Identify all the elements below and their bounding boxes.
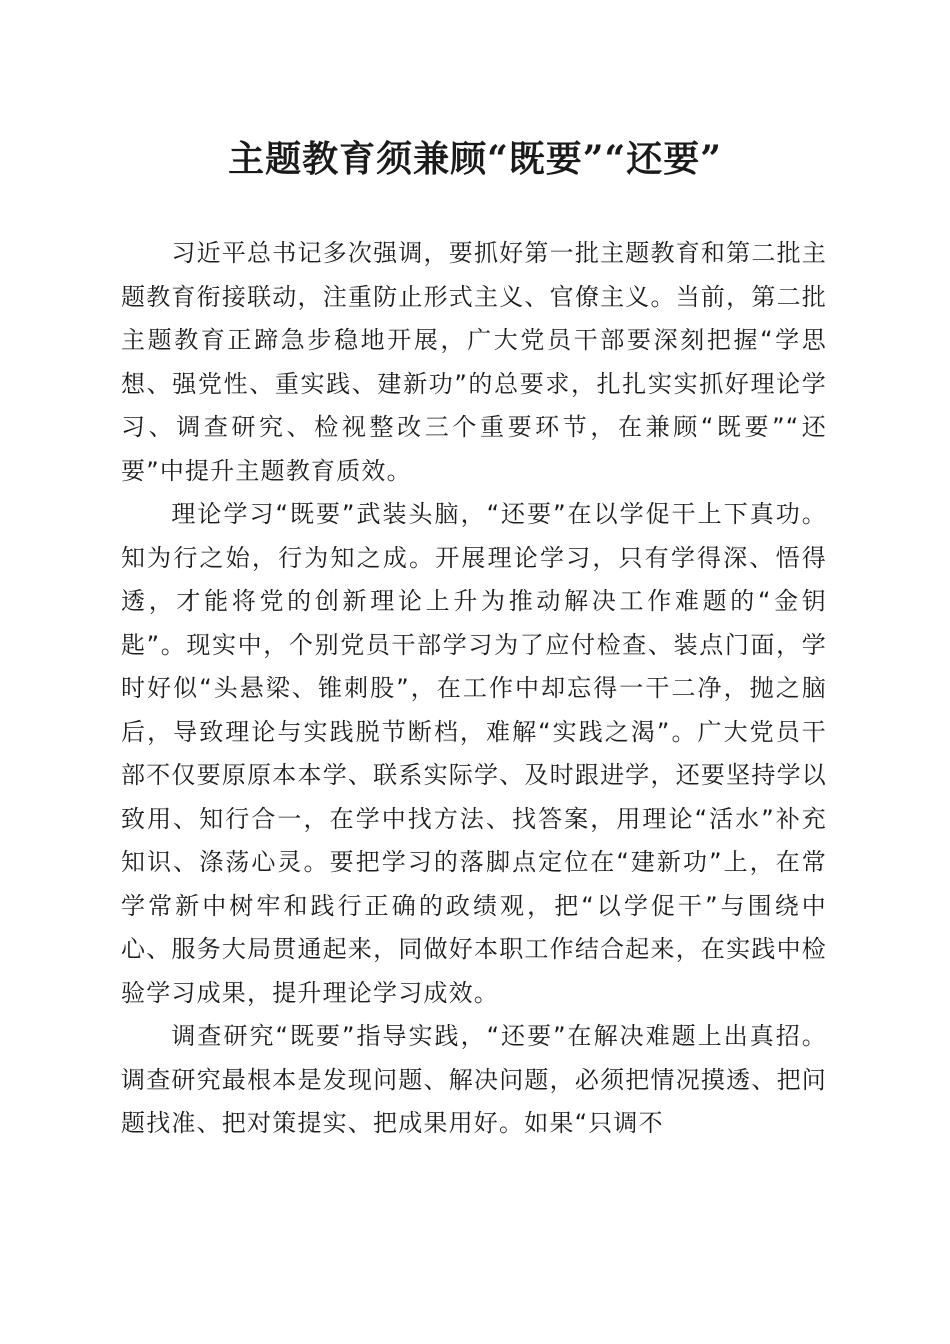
document-body [121,232,827,1146]
paragraph-theory-study: 理论学习“既要”武装头脑，“还要”在以学促干上下真功。知为行之始，行为知之成。开展理论学习，只有学得深、悟得透，才能将党的创新理论上升为推动解决工作难题的“金钥匙”。现实中，个别党员干部学习为了应付检查、装点门面，学时好似“头悬梁、锥刺股”，在工作中却忘得一干二净，抛之脑后，导致理论与实践脱节断档，难解“实践之渴”。广大党员干部不仅要原原本本学、联系实际学、及时跟进学，还要坚持学以致用、知行合一，在学中找方法、找答案，用理论“活水”补充知识、涤荡心灵。要把学习的落脚点定位在“建新功”上，在常学常新中树牢和践行正确的政绩观，把“以学促干”与围绕中心、服务大局贯通起来，同做好本职工作结合起来，在实践中检验学习成果，提升理论学习成效。 [121,500,827,1007]
document-title: 主题教育须兼顾“既要”“还要” [228,138,722,180]
paragraph-investigation: 调查研究“既要”指导实践，“还要”在解决难题上出真招。调查研究最根本是发现问题、解决问题，必须把情况摸透、把问题找准、把对策提实、把成果用好。如果“只调不 [121,1022,827,1137]
paragraph-intro: 习近平总书记多次强调，要抓好第一批主题教育和第二批主题教育衔接联动，注重防止形式主义、官僚主义。当前，第二批主题教育正蹄急步稳地开展，广大党员干部要深刻把握“学思想、强党性、重实践、建新功”的总要求，扎扎实实抓好理论学习、调查研究、检视整改三个重要环节，在兼顾“既要”“还要”中提升主题教育质效。 [121,239,827,485]
